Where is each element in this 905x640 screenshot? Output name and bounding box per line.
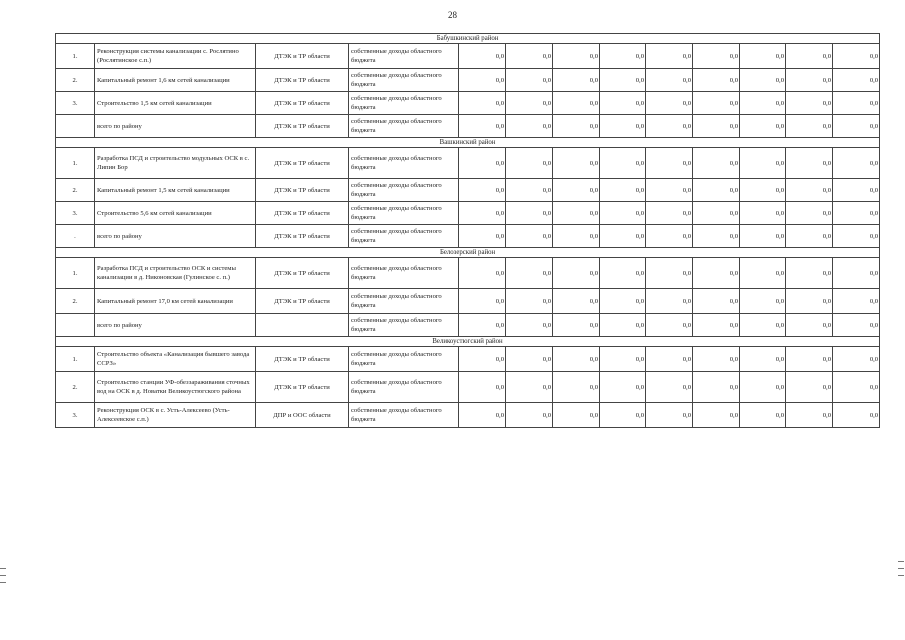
row-number-cell: 1. <box>56 148 95 179</box>
amount-cell: 0,0 <box>833 403 880 428</box>
amount-cell: 0,0 <box>833 347 880 372</box>
funding-source-cell: собственные доходы областного бюджета <box>349 225 459 248</box>
amount-cell: 0,0 <box>553 44 600 69</box>
amount-cell: 0,0 <box>600 179 646 202</box>
table-row <box>56 92 880 115</box>
measure-name-cell: Строительство объекта «Канализация бывшего завода ССРЗ» <box>95 347 256 372</box>
amount-cell: 0,0 <box>600 148 646 179</box>
amount-cell: 0,0 <box>786 179 833 202</box>
amount-cell: 0,0 <box>600 44 646 69</box>
amount-cell: 0,0 <box>693 347 740 372</box>
amount-cell: 0,0 <box>600 69 646 92</box>
amount-cell: 0,0 <box>506 403 553 428</box>
amount-cell: 0,0 <box>646 403 693 428</box>
amount-cell: 0,0 <box>553 314 600 337</box>
amount-cell: 0,0 <box>646 314 693 337</box>
amount-cell: 0,0 <box>693 258 740 289</box>
executor-cell: ДТЭК и ТР области <box>256 44 349 69</box>
amount-cell: 0,0 <box>646 289 693 314</box>
amount-cell: 0,0 <box>786 258 833 289</box>
amount-cell: 0,0 <box>506 148 553 179</box>
amount-cell: 0,0 <box>553 225 600 248</box>
amount-cell: 0,0 <box>740 44 786 69</box>
amount-cell: 0,0 <box>600 92 646 115</box>
amount-cell: 0,0 <box>506 202 553 225</box>
measure-name-cell: Капитальный ремонт 17,0 км сетей канализации <box>95 289 256 314</box>
row-number-cell: 1. <box>56 258 95 289</box>
amount-cell: 0,0 <box>553 372 600 403</box>
amount-cell: 0,0 <box>506 44 553 69</box>
amount-cell: 0,0 <box>740 225 786 248</box>
funding-source-cell: собственные доходы областного бюджета <box>349 115 459 138</box>
row-number-cell: 1. <box>56 44 95 69</box>
amount-cell: 0,0 <box>740 69 786 92</box>
amount-cell: 0,0 <box>786 289 833 314</box>
amount-cell: 0,0 <box>833 44 880 69</box>
budget-table <box>55 33 880 428</box>
amount-cell: 0,0 <box>833 148 880 179</box>
amount-cell: 0,0 <box>740 202 786 225</box>
section-title: Белозерский район <box>56 248 880 258</box>
amount-cell: 0,0 <box>459 148 506 179</box>
funding-source-cell: собственные доходы областного бюджета <box>349 258 459 289</box>
amount-cell: 0,0 <box>459 44 506 69</box>
table-row <box>56 314 880 337</box>
amount-cell: 0,0 <box>553 69 600 92</box>
measure-name-cell: Разработка ПСД и строительство ОСК и системы канализации в д. Никоновская (Гулинское с. п.) <box>95 258 256 289</box>
amount-cell: 0,0 <box>786 44 833 69</box>
amount-cell: 0,0 <box>833 372 880 403</box>
executor-cell: ДТЭК и ТР области <box>256 202 349 225</box>
amount-cell: 0,0 <box>740 92 786 115</box>
amount-cell: 0,0 <box>740 372 786 403</box>
amount-cell: 0,0 <box>600 115 646 138</box>
amount-cell: 0,0 <box>693 69 740 92</box>
table-row <box>56 69 880 92</box>
amount-cell: 0,0 <box>506 115 553 138</box>
amount-cell: 0,0 <box>459 347 506 372</box>
section-header-row <box>56 337 880 347</box>
measure-name-cell: Реконструкция системы канализации с. Рослятино (Рослятинское с.п.) <box>95 44 256 69</box>
amount-cell: 0,0 <box>646 202 693 225</box>
funding-source-cell: собственные доходы областного бюджета <box>349 347 459 372</box>
amount-cell: 0,0 <box>459 225 506 248</box>
row-number-cell: 2. <box>56 69 95 92</box>
amount-cell: 0,0 <box>646 179 693 202</box>
amount-cell: 0,0 <box>600 372 646 403</box>
measure-name-cell: Капитальный ремонт 1,6 км сетей канализации <box>95 69 256 92</box>
amount-cell: 0,0 <box>786 225 833 248</box>
amount-cell: 0,0 <box>553 347 600 372</box>
amount-cell: 0,0 <box>459 92 506 115</box>
amount-cell: 0,0 <box>693 179 740 202</box>
amount-cell: 0,0 <box>786 202 833 225</box>
table-row <box>56 258 880 289</box>
amount-cell: 0,0 <box>459 258 506 289</box>
section-header-row <box>56 138 880 148</box>
amount-cell: 0,0 <box>740 347 786 372</box>
amount-cell: 0,0 <box>646 258 693 289</box>
amount-cell: 0,0 <box>506 372 553 403</box>
amount-cell: 0,0 <box>786 314 833 337</box>
amount-cell: 0,0 <box>553 92 600 115</box>
amount-cell: 0,0 <box>553 202 600 225</box>
funding-source-cell: собственные доходы областного бюджета <box>349 403 459 428</box>
measure-name-cell: Капитальный ремонт 1,5 км сетей канализации <box>95 179 256 202</box>
amount-cell: 0,0 <box>506 225 553 248</box>
measure-name-cell: Разработка ПСД и строительство модульных ОСК в с. Липин Бор <box>95 148 256 179</box>
amount-cell: 0,0 <box>786 115 833 138</box>
amount-cell: 0,0 <box>646 148 693 179</box>
amount-cell: 0,0 <box>693 225 740 248</box>
amount-cell: 0,0 <box>693 372 740 403</box>
amount-cell: 0,0 <box>459 69 506 92</box>
amount-cell: 0,0 <box>833 202 880 225</box>
amount-cell: 0,0 <box>786 92 833 115</box>
amount-cell: 0,0 <box>693 314 740 337</box>
funding-source-cell: собственные доходы областного бюджета <box>349 372 459 403</box>
row-number-cell: 1. <box>56 347 95 372</box>
amount-cell: 0,0 <box>786 148 833 179</box>
table-row <box>56 225 880 248</box>
amount-cell: 0,0 <box>740 314 786 337</box>
amount-cell: 0,0 <box>693 202 740 225</box>
amount-cell: 0,0 <box>459 202 506 225</box>
amount-cell: 0,0 <box>646 69 693 92</box>
table-row <box>56 403 880 428</box>
measure-name-cell: всего по району <box>95 314 256 337</box>
amount-cell: 0,0 <box>693 289 740 314</box>
amount-cell: 0,0 <box>600 347 646 372</box>
amount-cell: 0,0 <box>459 403 506 428</box>
amount-cell: 0,0 <box>786 347 833 372</box>
amount-cell: 0,0 <box>506 69 553 92</box>
amount-cell: 0,0 <box>553 179 600 202</box>
executor-cell: ДПР и ООС области <box>256 403 349 428</box>
section-header-row <box>56 248 880 258</box>
amount-cell: 0,0 <box>646 44 693 69</box>
measure-name-cell: Строительство станции УФ-обеззараживания сточных вод на ОСК в д. Новатки Великоустюгского района <box>95 372 256 403</box>
row-number-cell: 3. <box>56 92 95 115</box>
executor-cell: ДТЭК и ТР области <box>256 115 349 138</box>
measure-name-cell: всего по району <box>95 225 256 248</box>
amount-cell: 0,0 <box>740 115 786 138</box>
amount-cell: 0,0 <box>693 92 740 115</box>
amount-cell: 0,0 <box>459 179 506 202</box>
amount-cell: 0,0 <box>740 148 786 179</box>
funding-source-cell: собственные доходы областного бюджета <box>349 179 459 202</box>
row-number-cell <box>56 314 95 337</box>
funding-source-cell: собственные доходы областного бюджета <box>349 202 459 225</box>
amount-cell: 0,0 <box>553 148 600 179</box>
amount-cell: 0,0 <box>600 403 646 428</box>
row-number-cell: 2. <box>56 289 95 314</box>
amount-cell: 0,0 <box>833 314 880 337</box>
amount-cell: 0,0 <box>600 314 646 337</box>
amount-cell: 0,0 <box>646 115 693 138</box>
left-edge-marks <box>0 568 6 589</box>
amount-cell: 0,0 <box>600 258 646 289</box>
amount-cell: 0,0 <box>786 372 833 403</box>
executor-cell: ДТЭК и ТР области <box>256 258 349 289</box>
amount-cell: 0,0 <box>786 403 833 428</box>
amount-cell: 0,0 <box>459 115 506 138</box>
amount-cell: 0,0 <box>833 289 880 314</box>
section-title: Бабушкинский район <box>56 34 880 44</box>
amount-cell: 0,0 <box>740 289 786 314</box>
amount-cell: 0,0 <box>600 202 646 225</box>
table-row <box>56 115 880 138</box>
funding-source-cell: собственные доходы областного бюджета <box>349 69 459 92</box>
amount-cell: 0,0 <box>553 289 600 314</box>
measure-name-cell: Строительство 1,5 км сетей канализации <box>95 92 256 115</box>
executor-cell <box>256 314 349 337</box>
table-row <box>56 179 880 202</box>
amount-cell: 0,0 <box>740 179 786 202</box>
amount-cell: 0,0 <box>693 403 740 428</box>
row-number-cell: 2. <box>56 372 95 403</box>
executor-cell: ДТЭК и ТР области <box>256 92 349 115</box>
table-row <box>56 289 880 314</box>
amount-cell: 0,0 <box>553 403 600 428</box>
measure-name-cell: Реконструкция ОСК в с. Усть-Алексеево (Усть-Алексеевское с.п.) <box>95 403 256 428</box>
amount-cell: 0,0 <box>693 148 740 179</box>
amount-cell: 0,0 <box>646 372 693 403</box>
funding-source-cell: собственные доходы областного бюджета <box>349 44 459 69</box>
amount-cell: 0,0 <box>693 115 740 138</box>
amount-cell: 0,0 <box>506 258 553 289</box>
table-row <box>56 148 880 179</box>
funding-source-cell: собственные доходы областного бюджета <box>349 289 459 314</box>
funding-source-cell: собственные доходы областного бюджета <box>349 92 459 115</box>
table-row <box>56 202 880 225</box>
funding-source-cell: собственные доходы областного бюджета <box>349 148 459 179</box>
table-row <box>56 44 880 69</box>
amount-cell: 0,0 <box>506 347 553 372</box>
amount-cell: 0,0 <box>646 92 693 115</box>
table-row <box>56 372 880 403</box>
amount-cell: 0,0 <box>506 289 553 314</box>
amount-cell: 0,0 <box>506 314 553 337</box>
amount-cell: 0,0 <box>833 69 880 92</box>
amount-cell: 0,0 <box>833 115 880 138</box>
executor-cell: ДТЭК и ТР области <box>256 347 349 372</box>
row-number-cell: 2. <box>56 179 95 202</box>
amount-cell: 0,0 <box>459 314 506 337</box>
executor-cell: ДТЭК и ТР области <box>256 289 349 314</box>
amount-cell: 0,0 <box>833 258 880 289</box>
amount-cell: 0,0 <box>506 92 553 115</box>
amount-cell: 0,0 <box>600 225 646 248</box>
amount-cell: 0,0 <box>459 372 506 403</box>
measure-name-cell: всего по району <box>95 115 256 138</box>
amount-cell: 0,0 <box>553 258 600 289</box>
table-row <box>56 347 880 372</box>
right-edge-marks <box>898 561 904 582</box>
row-number-cell: . <box>56 225 95 248</box>
executor-cell: ДТЭК и ТР области <box>256 148 349 179</box>
amount-cell: 0,0 <box>740 258 786 289</box>
executor-cell: ДТЭК и ТР области <box>256 372 349 403</box>
row-number-cell: 3. <box>56 403 95 428</box>
amount-cell: 0,0 <box>786 69 833 92</box>
executor-cell: ДТЭК и ТР области <box>256 69 349 92</box>
page-number: 28 <box>448 10 457 20</box>
row-number-cell <box>56 115 95 138</box>
amount-cell: 0,0 <box>600 289 646 314</box>
amount-cell: 0,0 <box>693 44 740 69</box>
amount-cell: 0,0 <box>553 115 600 138</box>
amount-cell: 0,0 <box>506 179 553 202</box>
row-number-cell: 3. <box>56 202 95 225</box>
measure-name-cell: Строительство 5,6 км сетей канализации <box>95 202 256 225</box>
amount-cell: 0,0 <box>833 179 880 202</box>
amount-cell: 0,0 <box>646 225 693 248</box>
amount-cell: 0,0 <box>459 289 506 314</box>
section-header-row <box>56 34 880 44</box>
funding-source-cell: собственные доходы областного бюджета <box>349 314 459 337</box>
amount-cell: 0,0 <box>833 225 880 248</box>
amount-cell: 0,0 <box>740 403 786 428</box>
executor-cell: ДТЭК и ТР области <box>256 179 349 202</box>
section-title: Вашкинский район <box>56 138 880 148</box>
section-title: Великоустюгский район <box>56 337 880 347</box>
executor-cell: ДТЭК и ТР области <box>256 225 349 248</box>
amount-cell: 0,0 <box>833 92 880 115</box>
amount-cell: 0,0 <box>646 347 693 372</box>
